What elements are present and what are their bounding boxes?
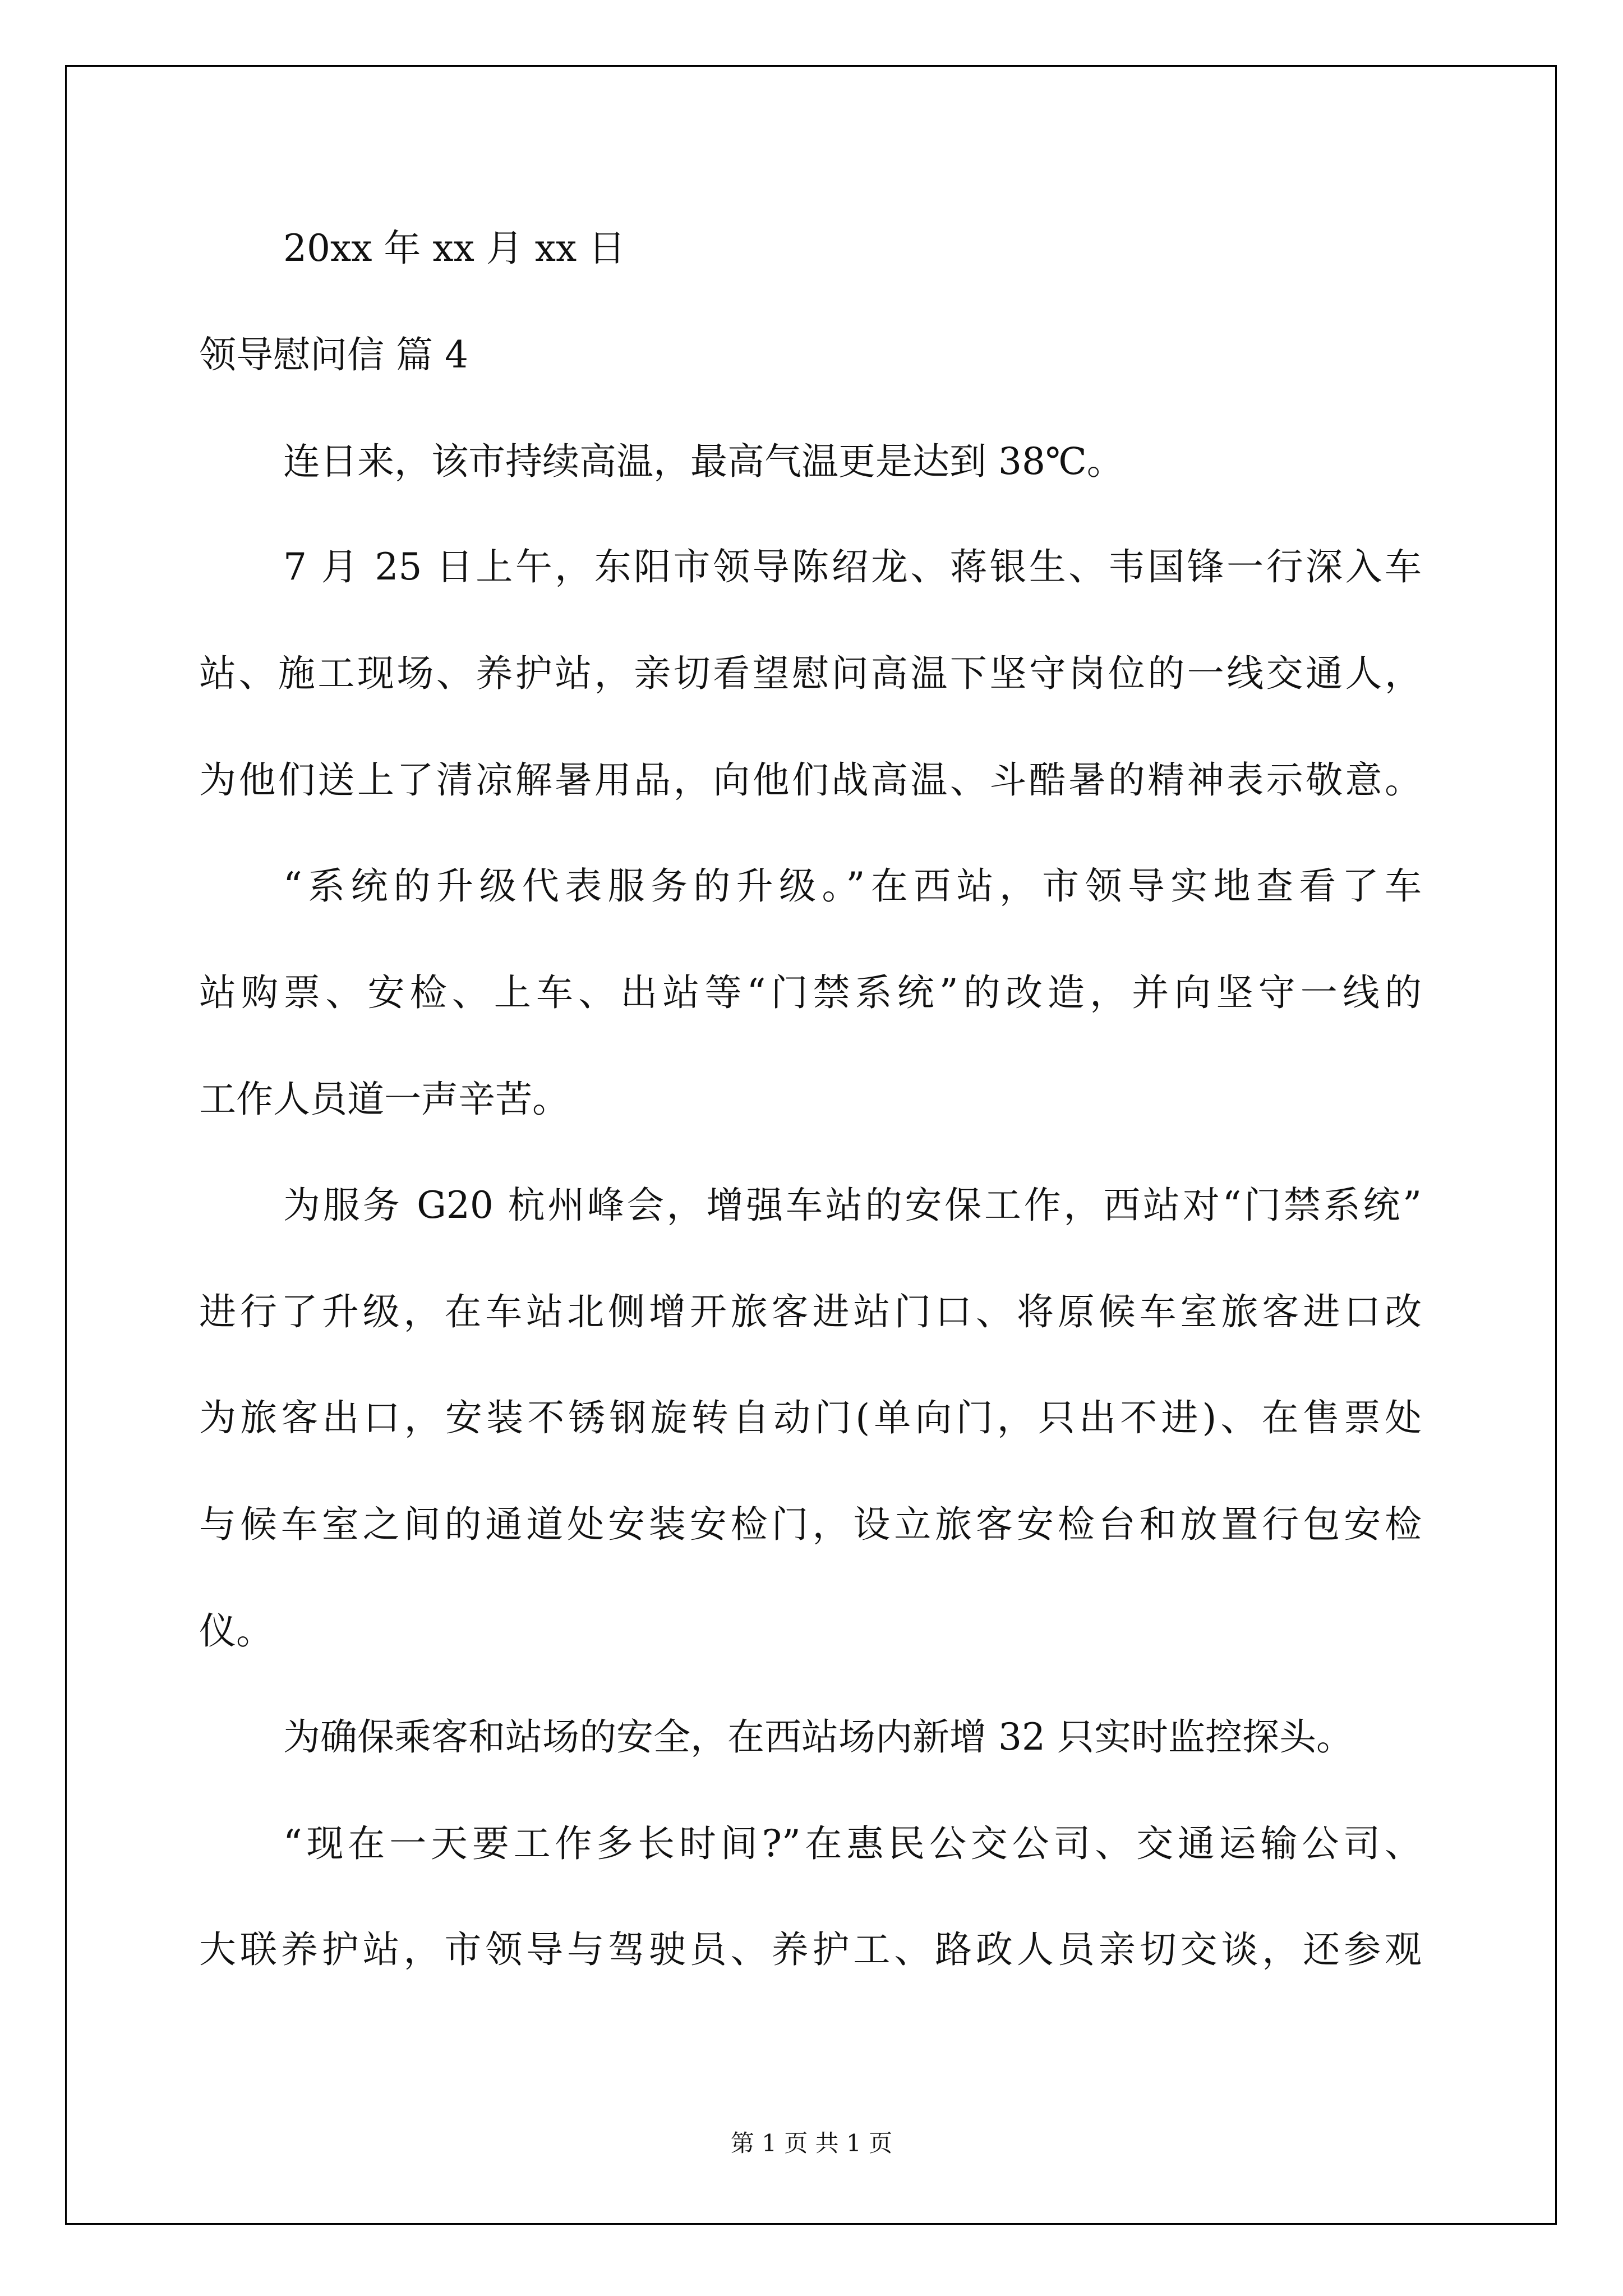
paragraph-line: 连日来，该市持续高温，最高气温更是达到 38℃。 bbox=[283, 440, 1124, 483]
paragraph-line: 为服务 G20 杭州峰会，增强车站的安保工作，西站对“门禁系统” bbox=[283, 1184, 1422, 1227]
paragraph-line: 工作人员道一声辛苦。 bbox=[199, 1078, 569, 1121]
paragraph-line: 仪。 bbox=[199, 1609, 273, 1653]
paragraph-line: “现在一天要工作多长时间?”在惠民公交公司、交通运输公司、 bbox=[283, 1822, 1422, 1865]
document-heading: 领导慰问信 篇 4 bbox=[199, 333, 468, 376]
paragraph-line: 进行了升级，在车站北侧增开旅客进站门口、将原候车室旅客进口改 bbox=[199, 1290, 1422, 1333]
date-line: 20xx 年 xx 月 xx 日 bbox=[283, 227, 626, 270]
paragraph-line: 站、施工现场、养护站，亲切看望慰问高温下坚守岗位的一线交通人， bbox=[199, 652, 1422, 695]
page-footer: 第 1 页 共 1 页 bbox=[730, 2129, 893, 2157]
paragraph-line: 为他们送上了清凉解暑用品，向他们战高温、斗酷暑的精神表示敬意。 bbox=[199, 758, 1422, 802]
page-border bbox=[65, 65, 1557, 2225]
paragraph-line: 为旅客出口，安装不锈钢旋转自动门(单向门，只出不进)、在售票处 bbox=[199, 1396, 1422, 1439]
paragraph-line: 站购票、安检、上车、出站等“门禁系统”的改造，并向坚守一线的 bbox=[199, 971, 1422, 1014]
paragraph-line: 7 月 25 日上午，东阳市领导陈绍龙、蒋银生、韦国锋一行深入车 bbox=[283, 545, 1422, 588]
paragraph-line: 大联养护站，市领导与驾驶员、养护工、路政人员亲切交谈，还参观 bbox=[199, 1928, 1422, 1971]
paragraph-line: “系统的升级代表服务的升级。”在西站，市领导实地查看了车 bbox=[283, 864, 1422, 908]
paragraph-line: 与候车室之间的通道处安装安检门，设立旅客安检台和放置行包安检 bbox=[199, 1503, 1422, 1546]
paragraph-line: 为确保乘客和站场的安全，在西站场内新增 32 只实时监控探头。 bbox=[283, 1715, 1353, 1759]
